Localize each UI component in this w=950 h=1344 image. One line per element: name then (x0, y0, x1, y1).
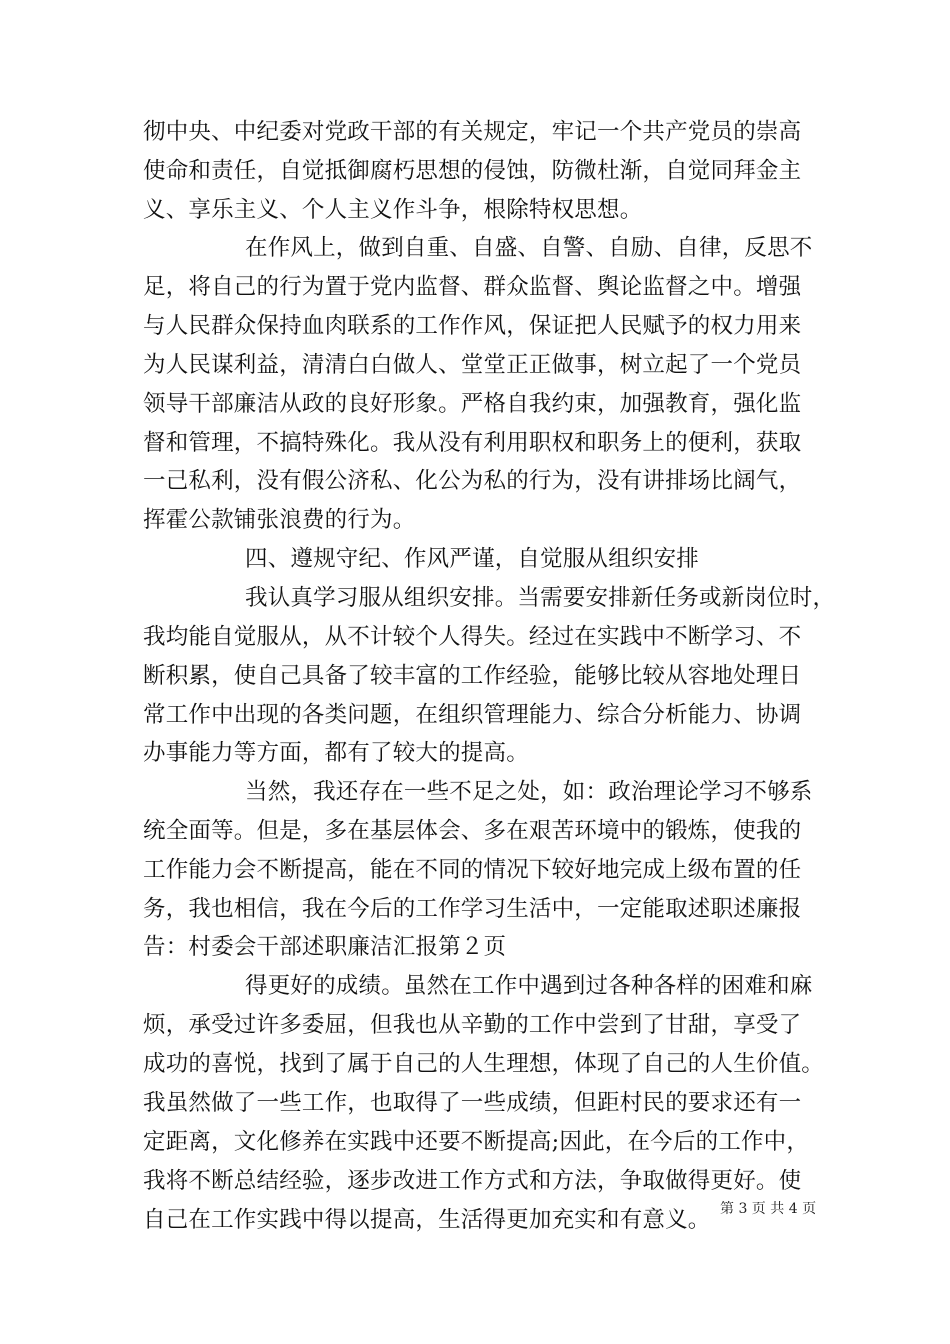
text-line: 为人民谋利益，清清白白做人、堂堂正正做事，树立起了一个党员 (143, 352, 802, 378)
text-line: 与人民群众保持血肉联系的工作作风，保证把人民赋予的权力用来 (143, 313, 802, 339)
text-line: 足，将自己的行为置于党内监督、群众监督、舆论监督之中。增强 (143, 274, 802, 300)
paragraph-first-line: 我认真学习服从组织安排。当需要安排新任务或新岗位时， (245, 585, 836, 611)
text-line: 挥霍公款铺张浪费的行为。 (143, 507, 416, 533)
text-line: 统全面等。但是，多在基层体会、多在艰苦环境中的锻炼，使我的 (143, 818, 802, 844)
text-line: 务，我也相信，我在今后的工作学习生活中，一定能取述职述廉报 (143, 896, 802, 922)
text-line: 烦，承受过许多委屈，但我也从辛勤的工作中尝到了甘甜，享受了 (143, 1012, 802, 1038)
text-line: 彻中央、中纪委对党政干部的有关规定，牢记一个共产党员的崇高 (143, 119, 802, 145)
text-line: 自己在工作实践中得以提高，生活得更加充实和有意义。 (143, 1207, 711, 1233)
text-line: 使命和责任，自觉抵御腐朽思想的侵蚀，防微杜渐，自觉同拜金主 (143, 158, 802, 184)
text-line: 我均能自觉服从，从不计较个人得失。经过在实践中不断学习、不 (143, 624, 802, 650)
text-line: 定距离，文化修养在实践中还要不断提高;因此，在今后的工作中， (143, 1129, 810, 1155)
text-line: 常工作中出现的各类问题，在组织管理能力、综合分析能力、协调 (143, 702, 802, 728)
text-line: 一己私利，没有假公济私、化公为私的行为，没有讲排场比阔气， (143, 468, 802, 494)
text-line: 义、享乐主义、个人主义作斗争，根除特权思想。 (143, 197, 643, 223)
page-number: 第 3 页 共 4 页 (720, 1201, 817, 1217)
text-line: 办事能力等方面，都有了较大的提高。 (143, 740, 529, 766)
text-line: 告：村委会干部述职廉洁汇报第２页 (143, 934, 507, 960)
text-line: 断积累，使自己具备了较丰富的工作经验，能够比较从容地处理日 (143, 663, 802, 689)
text-line: 工作能力会不断提高，能在不同的情况下较好地完成上级布置的任 (143, 857, 802, 883)
section-heading: 四、遵规守纪、作风严谨，自觉服从组织安排 (245, 546, 700, 572)
text-line: 领导干部廉洁从政的良好形象。严格自我约束，加强教育，强化监 (143, 391, 802, 417)
text-line: 我虽然做了一些工作，也取得了一些成绩，但距村民的要求还有一 (143, 1090, 802, 1116)
text-line: 督和管理，不搞特殊化。我从没有利用职权和职务上的便利，获取 (143, 430, 802, 456)
text-line: 成功的喜悦，找到了属于自己的人生理想，体现了自己的人生价值。 (143, 1051, 825, 1077)
paragraph-first-line: 得更好的成绩。虽然在工作中遇到过各种各样的困难和麻 (245, 973, 813, 999)
text-line: 我将不断总结经验，逐步改进工作方式和方法，争取做得更好。使 (143, 1168, 802, 1194)
paragraph-first-line: 当然，我还存在一些不足之处，如：政治理论学习不够系 (245, 779, 813, 805)
paragraph-first-line: 在作风上，做到自重、自盛、自警、自励、自律，反思不 (245, 235, 813, 261)
